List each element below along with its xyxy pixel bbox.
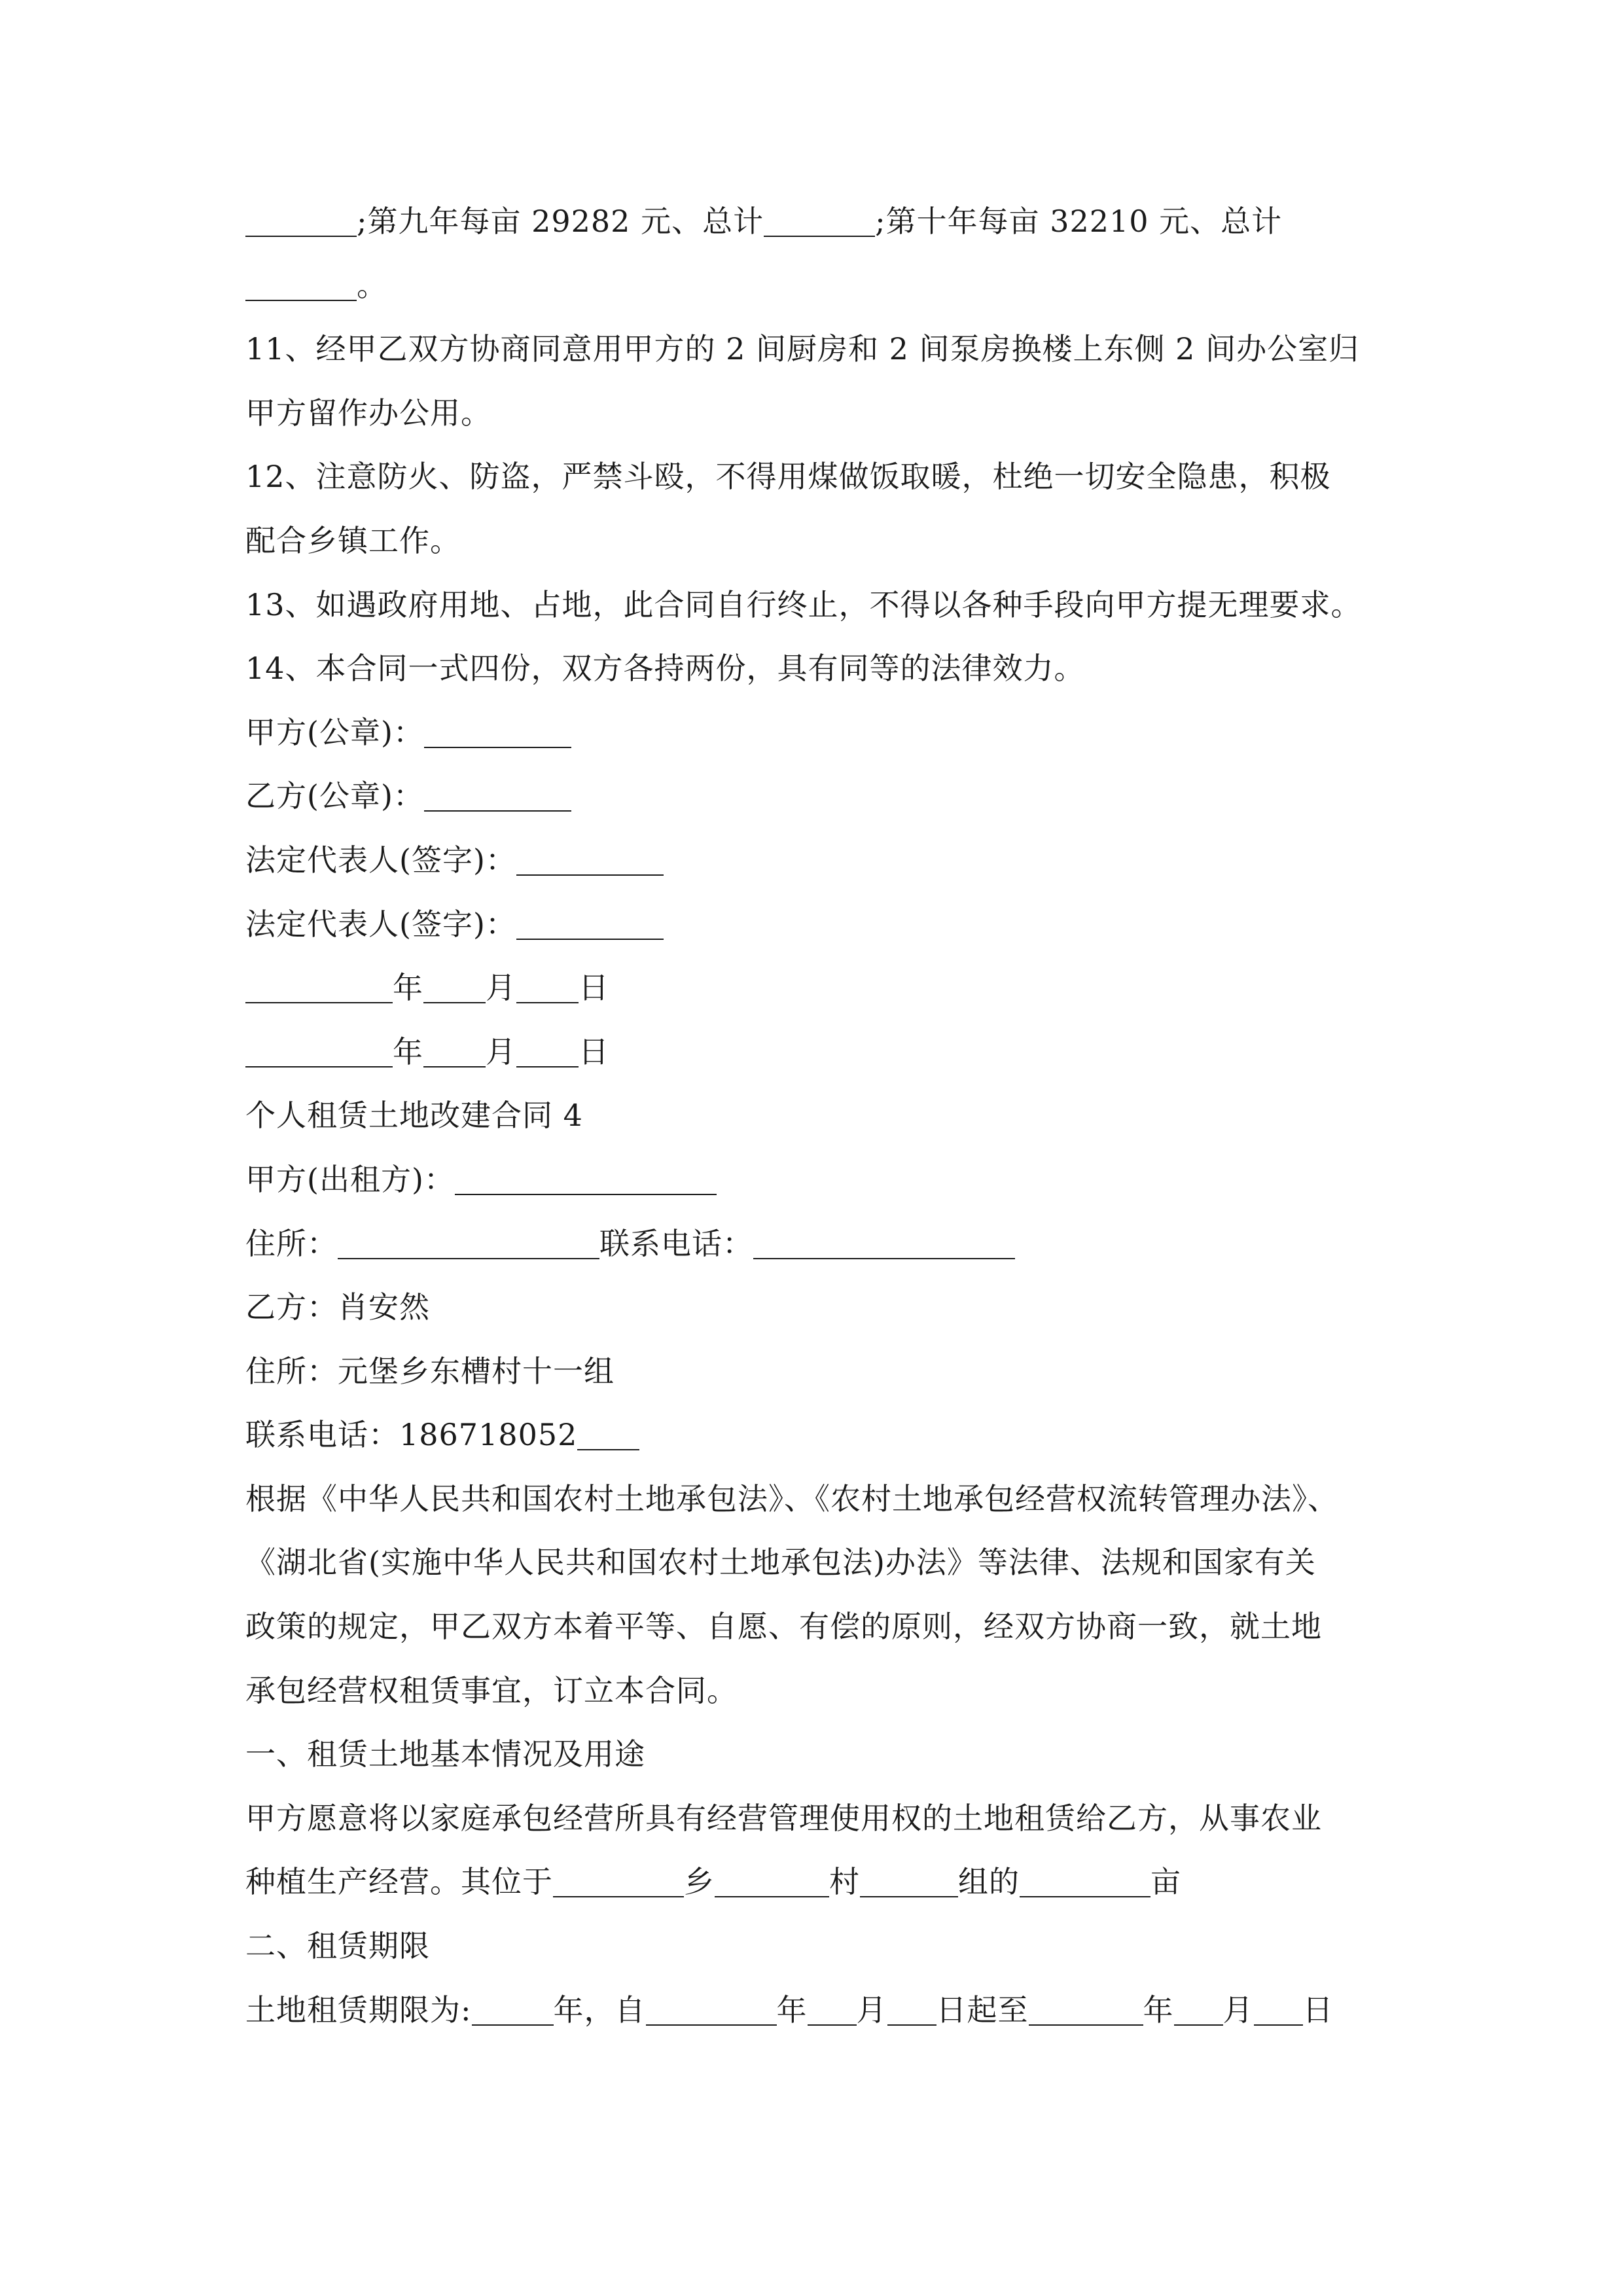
text-segment: ;第十年每亩 32210 元、总计	[875, 204, 1283, 239]
fill-blank	[424, 714, 571, 748]
fill-blank	[245, 1033, 393, 1067]
paragraph-line: 政策的规定，甲乙双方本着平等、自愿、有偿的原则，经双方协商一致，就土地	[245, 1609, 1322, 1645]
fill-blank	[516, 906, 664, 940]
fill-blank	[646, 1992, 777, 2026]
fill-blank	[424, 778, 571, 812]
paragraph-line: 承包经营权租赁事宜，订立本合同。	[245, 1672, 738, 1708]
fill-blank	[423, 1033, 486, 1067]
text-segment: 年	[393, 1033, 423, 1069]
text-segment: 日	[579, 1033, 609, 1069]
party-b-phone	[245, 1403, 1384, 1467]
section-title: 个人租赁土地改建合同 4	[245, 1098, 583, 1134]
fill-blank	[338, 1225, 599, 1259]
text-segment: 土地租赁期限为:	[245, 1992, 472, 2028]
fill-blank	[245, 267, 357, 301]
text-segment: 种植生产经营。其位于	[245, 1864, 553, 1900]
text-segment: 月	[856, 1992, 887, 2028]
text-segment: 亩	[1150, 1864, 1181, 1900]
fill-blank	[1254, 1992, 1303, 2026]
fill-blank	[553, 1863, 684, 1897]
legal-rep-signature	[245, 829, 1384, 893]
date-line	[245, 956, 1384, 1020]
fill-blank	[860, 1863, 958, 1897]
clause-11: 11、经甲乙双方协商同意用甲方的 2 间厨房和 2 间泵房换楼上东侧 2 间办公室归	[245, 331, 1360, 367]
lease-term-line	[245, 1979, 1384, 2043]
party-b-seal	[245, 764, 1384, 829]
party-b-name: 乙方：肖安然	[245, 1289, 430, 1325]
text-segment: 月	[486, 970, 516, 1006]
paragraph-line: 根据《中华人民共和国农村土地承包法》、《农村土地承包经营权流转管理办法》、	[245, 1480, 1338, 1516]
text-segment: 乙方(公章)：	[245, 778, 424, 814]
text-segment: 月	[1222, 1992, 1254, 2028]
fill-blank	[764, 203, 875, 237]
text-line	[245, 254, 1384, 318]
text-line	[245, 190, 1384, 254]
fill-blank	[516, 969, 579, 1003]
text-segment: 乡	[684, 1864, 715, 1900]
clause-13: 13、如遇政府用地、占地，此合同自行终止，不得以各种手段向甲方提无理要求。	[245, 586, 1362, 622]
text-segment: 住所：	[245, 1225, 338, 1261]
fill-blank	[1029, 1992, 1143, 2026]
text-segment: 法定代表人(签字)：	[245, 842, 516, 878]
clause-12-cont: 配合乡镇工作。	[245, 522, 461, 558]
text-segment: 年	[393, 970, 423, 1006]
fill-blank	[808, 1992, 857, 2026]
text-segment: 年	[1143, 1992, 1174, 2028]
clause-14: 14、本合同一式四份，双方各持两份，具有同等的法律效力。	[245, 651, 1085, 687]
text-segment: 组的	[958, 1864, 1020, 1900]
legal-rep-signature	[245, 893, 1384, 957]
fill-blank	[516, 842, 664, 876]
paragraph-line: 甲方愿意将以家庭承包经营所具有经营管理使用权的土地租赁给乙方，从事农业	[245, 1800, 1322, 1836]
text-segment: 法定代表人(签字)：	[245, 906, 516, 942]
address-phone-line	[245, 1212, 1384, 1276]
fill-blank	[245, 969, 393, 1003]
location-line	[245, 1850, 1384, 1914]
fill-blank	[472, 1992, 554, 2026]
section-heading: 二、租赁期限	[245, 1928, 430, 1964]
clause-12: 12、注意防火、防盗，严禁斗殴，不得用煤做饭取暖，杜绝一切安全隐患，积极	[245, 459, 1331, 495]
text-segment: 日	[1302, 1992, 1334, 2028]
date-line	[245, 1020, 1384, 1085]
text-segment: ;第九年每亩 29282 元、总计	[357, 204, 764, 239]
party-b-address: 住所：元堡乡东槽村十一组	[245, 1353, 615, 1389]
text-segment: 日起至	[936, 1992, 1029, 2028]
text-segment: 年	[776, 1992, 808, 2028]
fill-blank	[715, 1863, 829, 1897]
section-heading: 一、租赁土地基本情况及用途	[245, 1736, 645, 1772]
text-segment: 日	[579, 970, 609, 1006]
party-a-seal	[245, 701, 1384, 765]
paragraph-line: 《湖北省(实施中华人民共和国农村土地承包法)办法》等法律、法规和国家有关	[245, 1545, 1316, 1581]
party-a-lessor	[245, 1148, 1384, 1212]
fill-blank	[1020, 1863, 1150, 1897]
text-segment: 村	[829, 1864, 860, 1900]
text-segment: 甲方(出租方)：	[245, 1161, 455, 1197]
fill-blank	[423, 969, 486, 1003]
text-segment: 月	[486, 1033, 516, 1069]
fill-blank	[1174, 1992, 1223, 2026]
text-segment: 联系电话：	[599, 1225, 753, 1261]
fill-blank	[455, 1161, 717, 1195]
fill-blank	[887, 1992, 936, 2026]
fill-blank	[245, 203, 357, 237]
fill-blank	[516, 1033, 579, 1067]
clause-11-cont: 甲方留作办公用。	[245, 395, 491, 431]
fill-blank	[753, 1225, 1015, 1259]
text-segment: 。	[357, 267, 387, 303]
text-segment: 联系电话：186718052	[245, 1417, 578, 1453]
fill-blank	[577, 1416, 639, 1450]
text-segment: 年，自	[553, 1992, 646, 2028]
contract-page	[245, 190, 1384, 2042]
text-segment: 甲方(公章)：	[245, 714, 424, 750]
